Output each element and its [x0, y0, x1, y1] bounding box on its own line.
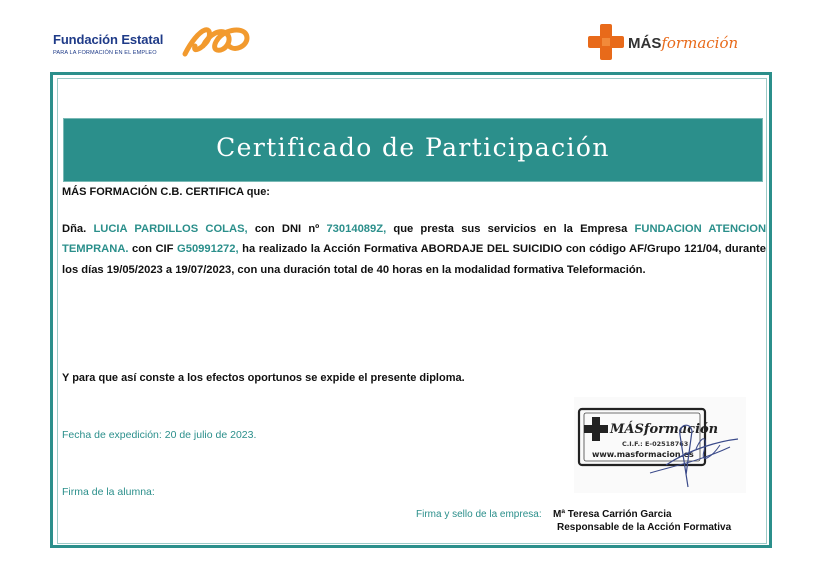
stamp-brand: MÁSformación	[610, 422, 719, 437]
firma-empresa-label: Firma y sello de la empresa:	[416, 509, 542, 520]
course-details: ha realizado la Acción Formativa ABORDAJE DEL SUICIDIO con código AF/Grupo 121/04, durante los días 19/05/2023 a 19/07/2023, con una duración total de 40 horas en la modalidad formativa Teleformación.	[62, 243, 767, 276]
mas-logo-suffix: formación	[661, 34, 739, 52]
dni-value: 73014089Z,	[326, 223, 387, 235]
orange-cross-icon	[588, 24, 624, 60]
fundacion-tagline: PARA LA FORMACIÓN EN EL EMPLEO	[53, 50, 157, 56]
salutation: Dña.	[62, 223, 87, 235]
stamp-web: www.masformacion.es	[592, 450, 694, 459]
fundacion-estatal-logo	[53, 28, 258, 62]
title-banner	[63, 118, 763, 182]
dni-label: con DNI nº	[254, 223, 320, 235]
fundacion-infinity-icon	[181, 24, 253, 58]
firmante-cargo: Responsable de la Acción Formativa	[557, 522, 732, 533]
firma-alumna-label: Firma de la alumna:	[62, 486, 155, 498]
fundacion-name: Fundación Estatal	[53, 32, 164, 47]
student-name: LUCIA PARDILLOS COLAS,	[93, 223, 248, 235]
mas-formacion-logo	[588, 24, 778, 64]
company-stamp	[570, 395, 750, 495]
mas-logo-prefix: MÁS	[628, 35, 662, 52]
empresa-value: FUNDACION ATENCION TEMPRANA.	[62, 223, 767, 256]
empresa-label: que presta sus servicios en la Empresa	[393, 223, 628, 235]
firmante-nombre: Mª Teresa Carrión Garcia	[553, 509, 672, 520]
fecha-expedicion: Fecha de expedición: 20 de julio de 2023.	[62, 429, 257, 441]
conste-line: Y para que así conste a los efectos oportunos se expide el presente diploma.	[62, 372, 465, 384]
certificate-body	[62, 219, 766, 280]
mas-formacion-wordmark	[628, 34, 738, 52]
cif-label: con CIF	[132, 243, 174, 256]
certificate-title: Certificado de Participación	[216, 133, 610, 162]
cif-value: G50991272,	[177, 243, 239, 256]
stamp-cif: C.I.F.: E-02518763	[622, 440, 689, 448]
certifica-line: MÁS FORMACIÓN C.B. CERTIFICA que:	[62, 186, 270, 198]
